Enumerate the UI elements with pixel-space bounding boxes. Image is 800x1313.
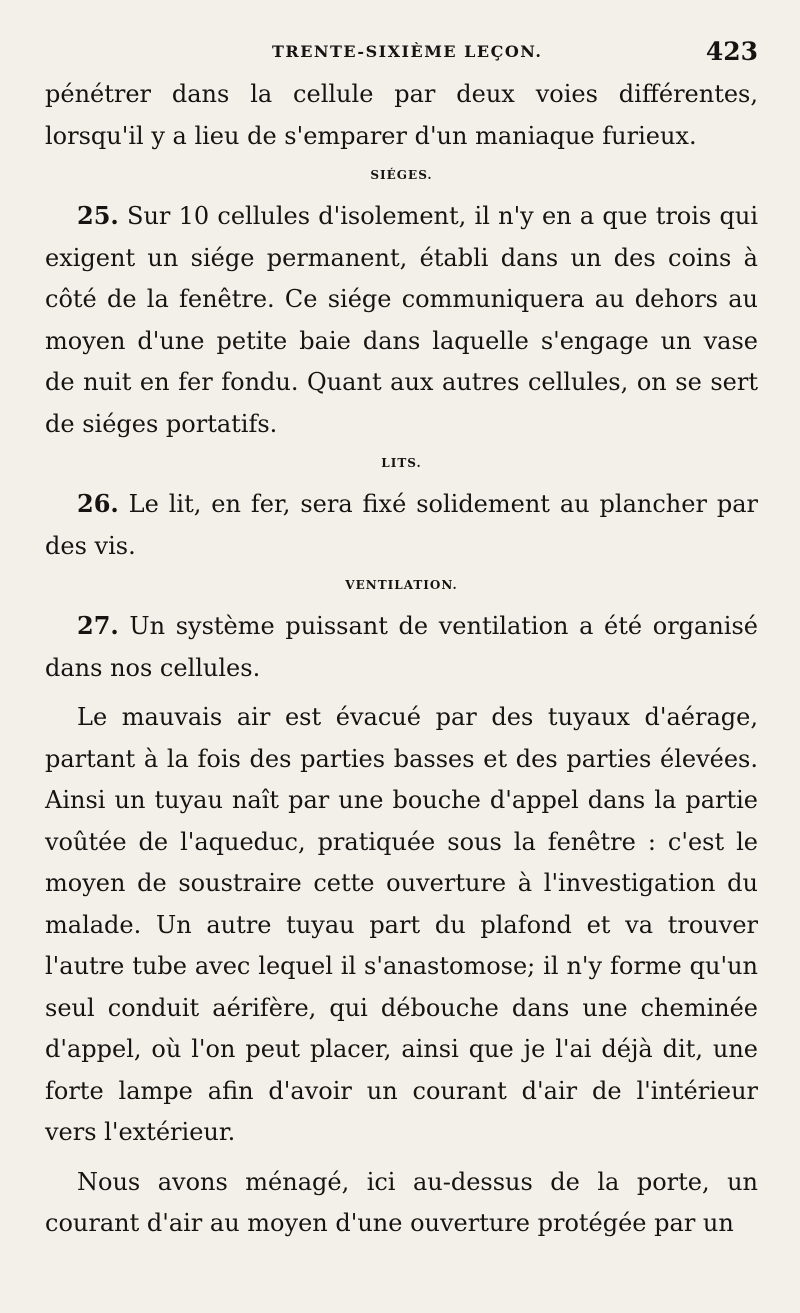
paragraph-ventilation-detail: Le mauvais air est évacué par des tuyaux d'aérage, partant à la fois des parties basses et des parties élevées. Ainsi un tuyau naît par une bouche d'appel dans la partie voûtée de l'aqueduc, pratiquée sous la fenêtre : c'est le moyen de soustraire cette ouverture à l'investigation du malade. Un autre tuyau part du plafond et va trouver l'autre tube avec lequel il s'anastomose; il n'y forme qu'un seul conduit aérifère, qui débouche dans une cheminée d'appel, où l'on peut placer, ainsi que je l'ai déjà dit, une forte lampe afin d'avoir un courant d'air de l'intérieur vers l'extérieur.	[45, 703, 758, 1146]
paragraph-text: Le lit, en fer, sera fixé solidement au plancher par des vis.	[45, 490, 758, 560]
paragraph-continuation: pénétrer dans la cellule par deux voies différentes, lorsqu'il y a lieu de s'emparer d'un maniaque furieux.	[45, 80, 758, 150]
paragraph-door-opening: Nous avons ménagé, ici au-dessus de la porte, un courant d'air au moyen d'une ouverture protégée par un	[45, 1167, 758, 1237]
paragraph-26	[45, 483, 758, 567]
body-text	[45, 74, 758, 1245]
section-title-lits: LITS.	[381, 456, 422, 470]
running-head: TRENTE-SIXIÈME LEÇON.	[272, 42, 543, 61]
section-title-ventilation: VENTILATION.	[345, 578, 458, 592]
paragraph-text: Sur 10 cellules d'isolement, il n'y en a que trois qui exigent un siége permanent, établi dans un des coins à côté de la fenêtre. Ce siége communiquera au dehors au moyen d'une petite baie dans laquelle s'engage un vase de nuit en fer fondu. Quant aux autres cellules, on se sert de siéges portatifs.	[45, 202, 758, 438]
paragraph-number: 27.	[77, 611, 119, 640]
page-number: 423	[705, 37, 758, 66]
paragraph-number: 25.	[77, 201, 119, 230]
paragraph-number: 26.	[77, 489, 119, 518]
page-header	[0, 37, 800, 70]
paragraph-25	[45, 195, 758, 445]
paragraph-text: Un système puissant de ventilation a été organisé dans nos cellules.	[45, 612, 758, 682]
paragraph-27	[45, 605, 758, 689]
section-title-sieges: SIÉGES.	[370, 168, 433, 182]
